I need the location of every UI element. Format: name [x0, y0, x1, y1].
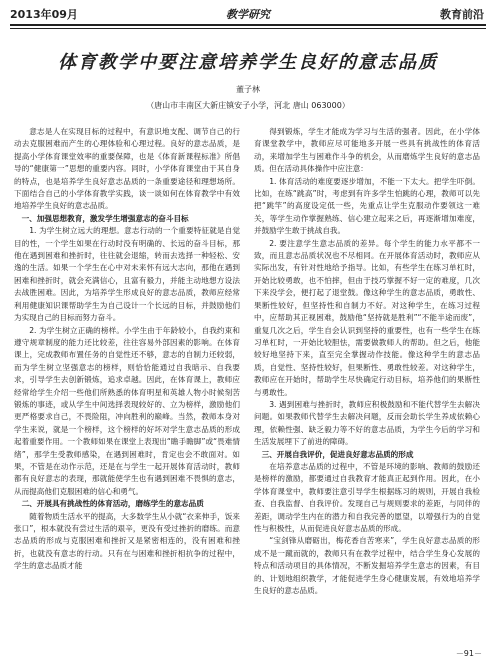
- left-column: [14, 126, 240, 573]
- body-paragraph: 在培养意志品质的过程中，不管是环境的影响、教师的鼓励还是榜样的激励，都要通过自我教育才能真正起到作用。因此，在小学体育课堂中，教师要注意引导学生根据练习的规则，开展自我检查、自我监督、自我评价。发现自己与规则要求的差距，与同伴的差距，调动学生内在的潜力和自我完善的愿望，以增强行为的自觉性与积极性，从而促进良好意志品质的形成。: [254, 461, 480, 533]
- body-paragraph: 1. 为学生树立远大的理想。意志行动的一个重要特征就是自觉目的性，一个学生如果在行动时没有明确的、长远的奋斗目标，那他在遇到困难和挫折时，往往就会退缩，转而去选择一种轻松、安逸的生活。如果一个学生在心中对未来怀有远大志向，那他在遇到困难和挫折时，就会充满信心，且富有毅力，并能主动地想方设法去战胜困难。因此，为培养学生形成良好的意志品质，教师应经常利用健康知识课帮助学生为自己设计一个长远的目标，并鼓励他们为实现自己的目标而努力奋斗。: [14, 226, 240, 323]
- section-heading: 三、开展自我评价，促进良好意志品质的形成: [261, 449, 414, 459]
- column-name: 教育前沿: [440, 8, 484, 21]
- article-title: 体育教学中要注意培养学生良好的意志品质: [58, 52, 438, 73]
- journal-name: 教学研究: [226, 8, 270, 21]
- body-paragraph: “宝剑锋从磨砺出，梅花香自苦寒来”，学生良好意志品质的形成不是一蹴而就的，教师只有在教学过程中，结合学生身心发展的特点和活动项目的具体情况，不断发掘培养学生意志的因素，有目的、计划地组织教学，才能促进学生身心健康发展，有效地培养学生良好的意志品质。: [254, 536, 480, 596]
- body-paragraph: 随着物质生活水平的提高，大多数学生从小就“衣来伸手，饭来张口”，根本就没有尝过生活的艰辛，更没有受过挫折的磨练。而意志品质的形成与克服困难和挫折又是紧密相连的，没有困难和挫折，也就没有意志的行动。只有在与困难和挫折相抗争的过程中，学生的意志品质才能: [14, 511, 240, 571]
- right-column: [254, 126, 480, 597]
- running-header: [0, 0, 496, 32]
- issue-date: 2013年09月: [10, 8, 78, 21]
- body-paragraph: 1. 体育活动的难度要逐步增加，不能一下太大。把学生吓倒。比如，在练“跳高”时，考虑到有许多学生怕跳的心理，教师可以先把“跳竿”的高度设定低一些，先重点让学生克服动作要领这一难关，等学生动作掌握熟练、信心建立起来之后，再逐渐增加难度，并鼓励学生敢于挑战自我。: [254, 176, 480, 236]
- body-paragraph: 得到锻炼，学生才能成为学习与生活的强者。因此，在小学体育课堂教学中，教师应尽可能地多开展一些具有挑战性的体育活动，来增加学生与困难作斗争的机会，从而磨炼学生良好的意志品质。但在活动具体操作中应注意：: [254, 127, 480, 174]
- header-rule-thin: [10, 28, 486, 29]
- body-paragraph: 3. 遇到困难与挫折时，教师应积极鼓励和不能代替学生去解决问题。如果教师代替学生去解决问题，反而会助长学生养成依赖心理，依赖性强、缺乏毅力等不好的意志品质，为学生今后的学习和生活发展埋下了前进的障碍。: [254, 399, 480, 447]
- page-number: －91－: [455, 649, 482, 658]
- article-author: 董子林: [236, 85, 260, 94]
- article-affiliation: （唐山市丰南区大新庄镇安子小学，河北 唐山 063000）: [146, 101, 350, 110]
- body-paragraph: 2. 要注意学生意志品质的差异。每个学生的能力水平都不一致，而且意志品质状况也不尽相同。在开展体育活动时，教师应从实际出发，有针对性地给予指导。比如，有些学生在练习单杠时，开始比较勇敢，也不怕摔，但由于技巧掌握不好一定的难度，几次下来没学会，便打起了退堂鼓。像这种学生的意志品质，勇敢性、果断性较好，但坚持性和自制力不好。对这种学生，在练习过程中，应帮助其正视困难，鼓励他“坚持就是胜利”“不能半途而废”，重复几次之后，学生自会认识到坚持的重要性，也有一些学生在练习单杠时，一开始比较胆怯，需要做教师人的帮助。但之后，他能较好地坚持下来，直至完全掌握动作技能。像这种学生的意志品质，自觉性、坚持性较好，但果断性、勇敢性较差。对这种学生，教师应在开始时，帮助学生尽快确定行动目标，培养他们的果断性与勇敢性。: [254, 238, 480, 397]
- header-rule: [10, 24, 486, 26]
- section-heading: 二、开展具有挑战性的体育活动，磨练学生的意志品质: [21, 499, 204, 509]
- body-paragraph: 2. 为学生树立正确的榜样。小学生由于年龄较小，自我约束和遵守规章制度的能力还比较差，往往容易外部因素的影响。在体育课上，完成教师布置任务的自觉性还不够，意志的自制力还较弱，而为学生树立坚强意志的榜样，则恰恰能通过自我暗示、自我要求，引导学生去创新锻炼，追求卓越。因此，在体育课上，教师应经常给学生介绍一些他们所熟悉的体育明星和英雄人物小时候刻苦锻炼的事迹，或从学生中间选择表现较好的、立为榜样，激励他们更严格要求自己，不畏险阻，冲向胜利的巅峰。当然，教师本身对学生来说，就是一个榜样，这个榜样的好坏对学生意志品质的形成起着重要作用。一个教师如果在课堂上表现出“瞻手瞻脚”或“畏难情绪”，那学生受教师感染，在遇到困难时，肯定也会不敢面对。如果，不管是在动作示范，还是在与学生一起开展体育活动时，教师都有良好意志的表现，那就能使学生也有遇到困难不畏惧的意志，从而提高他们克服困难的信心和勇气。: [14, 325, 240, 496]
- body-paragraph: 意志是人在实现目标的过程中，有意识地支配、调节自己的行动去克服困难而产生的心理体验和心理过程。良好的意志品质，是提高小学体育课堂效率的重要保障，也是《体育新课程标准》所倡导的“健康第一”思想的重要内容。同时，小学体育课堂由于其自身的特点，也是培养学生良好意志品质的一条重要途径和理想场所。下面结合自己的小学体育教学实践，谈一谈如何在体育教学中有效地培养学生良好的意志品质。: [14, 127, 240, 211]
- section-heading: 一、加强思想教育，激发学生增强意志的奋斗目标: [21, 213, 189, 223]
